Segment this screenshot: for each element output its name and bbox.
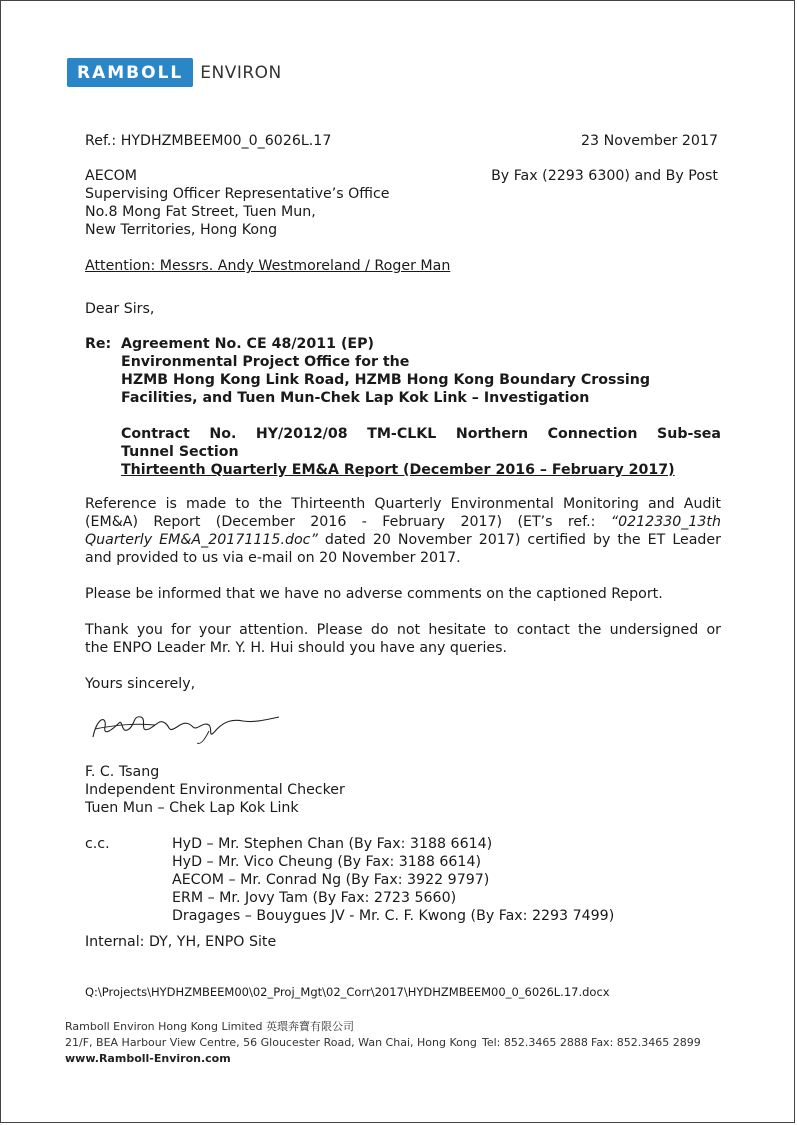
reference-number: Ref.: HYDHZMBEEM00_0_6026L.17 (85, 133, 332, 149)
paragraph-line (85, 513, 721, 531)
address-line: New Territories, Hong Kong (85, 222, 278, 238)
subject-line: HZMB Hong Kong Link Road, HZMB Hong Kong Boundary Crossing (121, 372, 651, 388)
paragraph-text: dated 20 November 2017) certified by the ET Leader (317, 532, 721, 548)
cc-recipient: HyD – Mr. Vico Cheung (By Fax: 3188 6614) (172, 854, 482, 870)
address-line: No.8 Mong Fat Street, Tuen Mun, (85, 204, 316, 220)
contract-line: Contract No. HY/2012/08 TM-CLKL Northern Connection Sub-sea (121, 426, 721, 442)
cc-label: c.c. (85, 836, 110, 852)
paragraph-line: Reference is made to the Thirteenth Quarterly Environmental Monitoring and Audit (85, 496, 721, 512)
attention-line: Attention: Messrs. Andy Westmoreland / Roger Man (85, 258, 451, 274)
paragraph-line: Thank you for your attention. Please do not hesitate to contact the undersigned or (85, 622, 721, 638)
signatory-block (85, 763, 345, 817)
salutation: Dear Sirs, (85, 301, 155, 317)
cc-recipient: Dragages – Bouygues JV - Mr. C. F. Kwong (By Fax: 2293 7499) (172, 908, 615, 924)
logo-brand: RAMBOLL (67, 58, 193, 87)
subject-line: Agreement No. CE 48/2011 (EP) (121, 336, 375, 352)
footer-fax: Fax: 852.3465 2899 (591, 1036, 701, 1049)
paragraph-line: the ENPO Leader Mr. Y. H. Hui should you have any queries. (85, 640, 508, 656)
cc-recipient: ERM – Mr. Jovy Tam (By Fax: 2723 5660) (172, 890, 457, 906)
subject-block (121, 335, 650, 407)
cc-list (172, 835, 614, 925)
footer-tel: Tel: 852.3465 2888 (482, 1036, 588, 1049)
contract-line: Tunnel Section (121, 444, 239, 460)
letter-date: 23 November 2017 (581, 133, 718, 149)
subject-re-label: Re: (85, 336, 112, 352)
signatory-title: Independent Environmental Checker (85, 782, 345, 798)
signatory-project: Tuen Mun – Chek Lap Kok Link (85, 800, 299, 816)
paragraph-text: (EM&A) Report (December 2016 - February 2017) (ET’s ref.: (85, 514, 611, 530)
contract-block (121, 425, 721, 479)
address-line: AECOM (85, 168, 137, 184)
file-path: Q:\Projects\HYDHZMBEEM00\02_Proj_Mgt\02_Corr\2017\HYDHZMBEEM00_0_6026L.17.docx (85, 985, 610, 999)
subject-line: Environmental Project Office for the (121, 354, 410, 370)
footer-address: 21/F, BEA Harbour View Centre, 56 Gloucester Road, Wan Chai, Hong Kong (65, 1036, 477, 1049)
signatory-name: F. C. Tsang (85, 764, 160, 780)
body-paragraph-3 (85, 621, 721, 657)
recipient-address (85, 167, 390, 239)
paragraph-line: and provided to us via e-mail on 20 November 2017. (85, 550, 461, 566)
paragraph-line (85, 531, 721, 549)
footer-website: www.Ramboll-Environ.com (65, 1052, 231, 1065)
logo-sub: ENVIRON (200, 62, 282, 83)
address-line: Supervising Officer Representative’s Office (85, 186, 390, 202)
report-title: Thirteenth Quarterly EM&A Report (December 2016 – February 2017) (121, 462, 675, 478)
handwritten-signature (85, 707, 285, 747)
paragraph-text-italic: “0212330_13th (610, 514, 721, 530)
cc-recipient: AECOM – Mr. Conrad Ng (By Fax: 3922 9797) (172, 872, 490, 888)
internal-distribution: Internal: DY, YH, ENPO Site (85, 934, 277, 950)
body-paragraph-1 (85, 495, 721, 567)
company-logo (67, 58, 282, 87)
paragraph-text-italic: Quarterly EM&A_20171115.doc” (85, 532, 318, 548)
delivery-method: By Fax (2293 6300) and By Post (491, 168, 718, 184)
body-paragraph-2: Please be informed that we have no adverse comments on the captioned Report. (85, 586, 663, 602)
footer-company: Ramboll Environ Hong Kong Limited 英環奔寶有限公司 (65, 1020, 354, 1033)
cc-recipient: HyD – Mr. Stephen Chan (By Fax: 3188 6614) (172, 836, 493, 852)
closing: Yours sincerely, (85, 676, 196, 692)
subject-line: Facilities, and Tuen Mun-Chek Lap Kok Link – Investigation (121, 390, 590, 406)
